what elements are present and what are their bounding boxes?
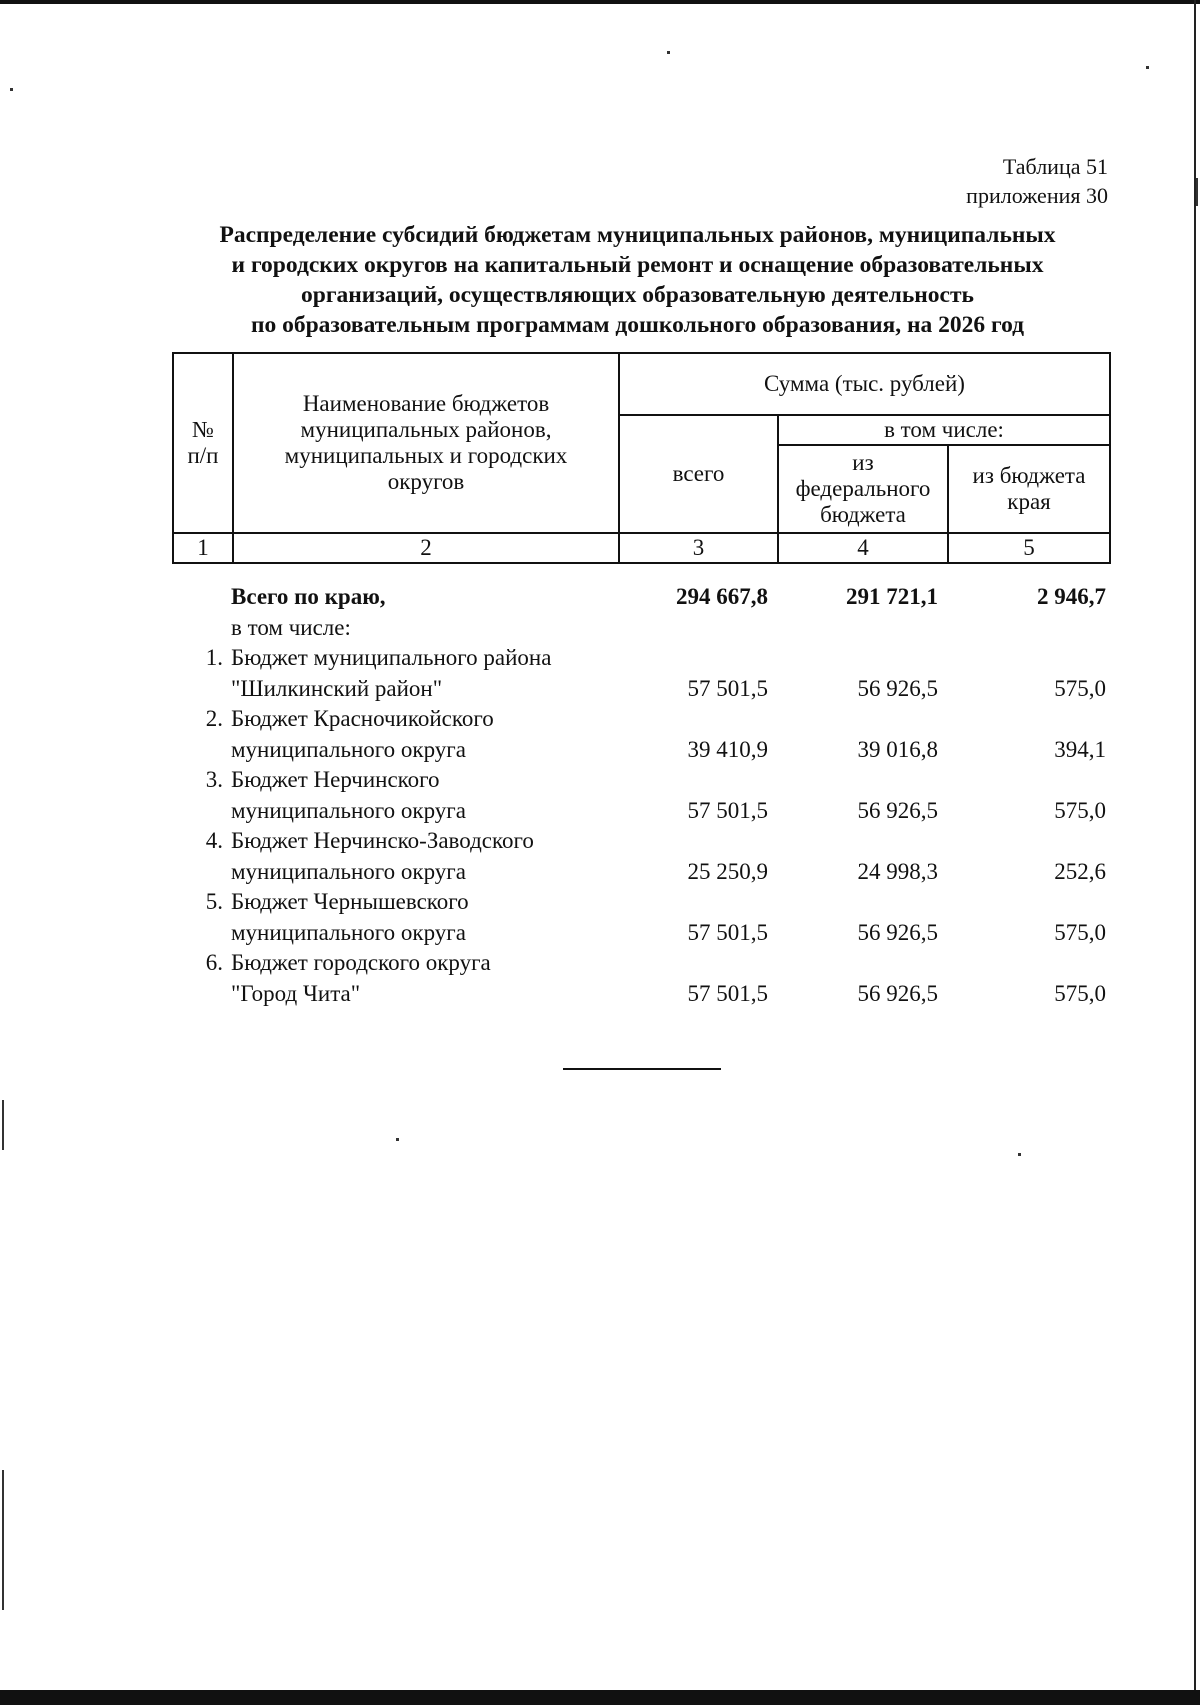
row-num: 6. [205,950,223,975]
column-number: 2 [233,533,619,563]
row-federal: 56 926,5 [857,675,938,701]
scan-speck [396,1138,399,1141]
scan-speck [1196,178,1198,206]
scan-speck [10,88,13,91]
row-regional: 394,1 [1054,736,1106,762]
total-regional: 2 946,7 [1037,584,1106,609]
row-num: 4. [205,828,223,853]
row-num: 5. [205,889,223,914]
row-regional: 575,0 [1054,919,1106,945]
budget-rows [172,643,1109,1009]
document-title [160,220,1115,340]
table-reference [966,152,1108,210]
scan-speck [2,1470,4,1610]
row-federal: 39 016,8 [857,736,938,762]
row-name: муниципального округа [231,797,466,823]
column-number: 4 [778,533,948,563]
row-regional: 575,0 [1054,675,1106,701]
scan-speck [1146,66,1149,69]
row-name: муниципального округа [231,919,466,945]
scan-edge-top [0,0,1200,4]
column-number: 5 [948,533,1110,563]
row-name: муниципального округа [231,736,466,762]
row-regional: 575,0 [1054,797,1106,823]
header-name: Наименование бюджетов муниципальных районов, муниципальных и городских округов [233,353,619,533]
title-line: организаций, осуществляющих образовательную деятельность [301,282,974,308]
including-row [172,613,1109,644]
row-total: 57 501,5 [687,797,768,823]
end-of-table-rule [563,1068,721,1070]
title-line: и городских округов на капитальный ремонт и оснащение образовательных [231,252,1044,278]
column-number: 1 [173,533,233,563]
title-line: по образовательным программам дошкольного образования, на 2026 год [250,312,1025,338]
row-name: Бюджет муниципального района [231,645,552,670]
row-regional: 252,6 [1054,858,1106,884]
total-row [172,582,1109,613]
row-name: "Город Чита" [231,980,361,1006]
row-name: Бюджет городского округа [231,950,491,975]
total-sum: 294 667,8 [676,584,768,609]
table-row [172,765,1109,826]
row-federal: 56 926,5 [857,919,938,945]
total-federal: 291 721,1 [846,584,938,609]
table-body [172,582,1109,1009]
row-name: Бюджет Нерчинского [231,767,440,792]
row-federal: 24 998,3 [857,858,938,884]
header-federal: из федерального бюджета [778,445,948,533]
table-row [172,704,1109,765]
column-number: 3 [619,533,778,563]
row-name: Бюджет Красночикойского [231,706,494,731]
scan-speck [2,1100,4,1150]
table-row [172,887,1109,948]
row-total: 39 410,9 [687,736,768,762]
header-regional: из бюджета края [948,445,1110,533]
row-num: 2. [205,706,223,731]
table-number: Таблица 51 [1002,154,1108,179]
table-row [172,948,1109,1009]
header-total: всего [619,415,778,533]
scan-edge-right [1194,0,1196,1705]
row-num: 1. [205,645,223,670]
row-num: 3. [205,767,223,792]
scan-speck [1018,1153,1021,1156]
row-federal: 56 926,5 [857,797,938,823]
row-name: Бюджет Чернышевского [231,889,469,914]
total-label: Всего по краю, [231,584,386,609]
including-label: в том числе: [231,614,351,640]
appendix-number: приложения 30 [966,183,1108,208]
row-regional: 575,0 [1054,980,1106,1006]
header-including: в том числе: [778,415,1110,445]
row-total: 57 501,5 [687,980,768,1006]
row-name: "Шилкинский район" [231,675,443,701]
table-row [172,826,1109,887]
header-num: № п/п [173,353,233,533]
header-sum: Сумма (тыс. рублей) [619,353,1110,415]
row-total: 57 501,5 [687,919,768,945]
row-name: Бюджет Нерчинско-Заводского [231,828,534,853]
row-total: 25 250,9 [687,858,768,884]
row-federal: 56 926,5 [857,980,938,1006]
scan-edge-bottom [0,1690,1200,1705]
table-header [172,352,1111,564]
table-row [172,643,1109,704]
row-name: муниципального округа [231,858,466,884]
row-total: 57 501,5 [687,675,768,701]
title-line: Распределение субсидий бюджетам муниципальных районов, муниципальных [219,222,1056,248]
scan-speck [667,51,670,54]
